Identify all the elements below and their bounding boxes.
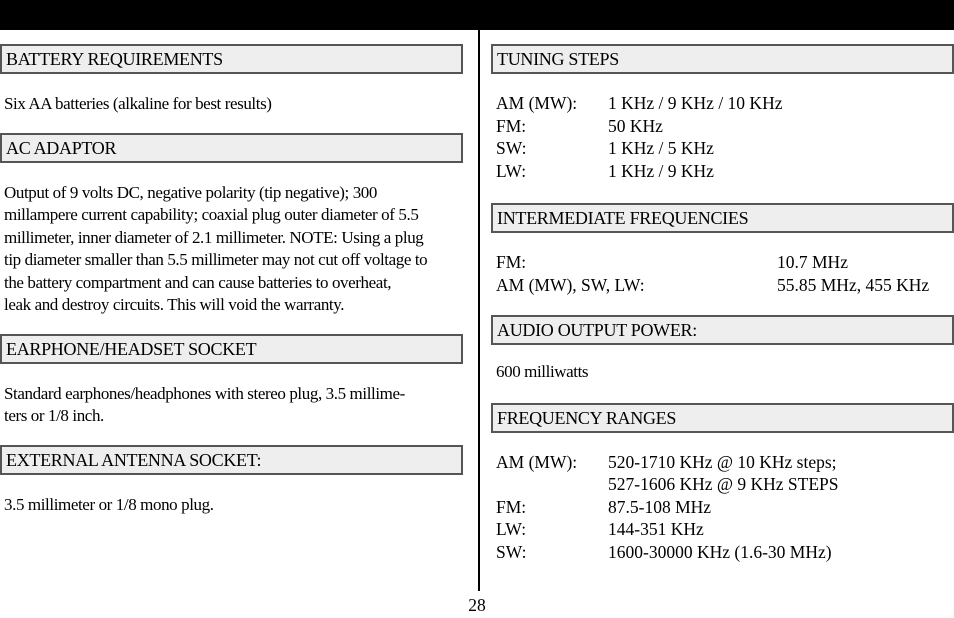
- band-label: AM (MW), SW, LW:: [496, 274, 645, 295]
- table-row: [496, 541, 838, 564]
- table-row: [496, 518, 838, 541]
- band-label: FM:: [496, 115, 527, 136]
- band-value: 144-351 KHz: [608, 519, 704, 539]
- earphone-line: ters or 1/8 inch.: [4, 406, 104, 425]
- ac-line: leak and destroy circuits. This will void the warranty.: [4, 295, 345, 314]
- band-value: 1 KHz / 9 KHz: [608, 160, 714, 181]
- band-label: LW:: [496, 519, 527, 539]
- table-row: [496, 451, 838, 474]
- band-label: AM (MW):: [496, 451, 578, 472]
- earphone-text: [0, 383, 463, 428]
- band-label: [496, 473, 608, 496]
- if-section: [491, 203, 954, 296]
- band-value: 520-1710 KHz @ 10 KHz steps;: [608, 451, 837, 472]
- audio-text: 600 milliwatts: [496, 362, 589, 381]
- table-row: [496, 251, 929, 274]
- ac-line: tip diameter smaller than 5.5 millimeter may not cut off voltage to: [4, 250, 428, 269]
- band-value: 55.85 MHz, 455 KHz: [777, 274, 930, 295]
- battery-heading: BATTERY REQUIREMENTS: [0, 44, 463, 74]
- band-value: 1 KHz / 9 KHz / 10 KHz: [608, 93, 783, 113]
- tuning-section: [491, 44, 954, 182]
- antenna-text: 3.5 millimeter or 1/8 mono plug.: [4, 494, 214, 514]
- band-value: 527-1606 KHz @ 9 KHz STEPS: [608, 474, 839, 494]
- ac-line: Output of 9 volts DC, negative polarity (tip negative); 300: [4, 182, 377, 202]
- audio-heading: AUDIO OUTPUT POWER:: [491, 315, 954, 345]
- tuning-table: [496, 92, 782, 182]
- band-value: 1 KHz / 5 KHz: [608, 138, 714, 158]
- if-table: [496, 251, 929, 296]
- ac-heading: AC ADAPTOR: [0, 133, 463, 163]
- antenna-section: [0, 445, 463, 517]
- battery-section: [0, 44, 463, 116]
- table-row: [496, 496, 838, 519]
- band-label: AM (MW):: [496, 93, 578, 113]
- antenna-heading: EXTERNAL ANTENNA SOCKET:: [0, 445, 463, 475]
- band-label: LW:: [496, 160, 527, 181]
- column-divider: [478, 30, 480, 591]
- band-value: 1600-30000 KHz (1.6-30 MHz): [608, 541, 832, 562]
- freq-heading: FREQUENCY RANGES: [491, 403, 954, 433]
- band-value: 50 KHz: [608, 115, 663, 136]
- ac-line: millampere current capability; coaxial plug outer diameter of 5.5: [4, 205, 419, 224]
- page-number: 28: [468, 595, 486, 615]
- band-label: SW:: [496, 138, 527, 158]
- table-row: [496, 274, 929, 297]
- table-row: [496, 137, 782, 160]
- right-column: [491, 44, 954, 563]
- band-label: SW:: [496, 541, 527, 562]
- table-row: [496, 92, 782, 115]
- earphone-line: Standard earphones/headphones with stereo plug, 3.5 millime-: [4, 383, 405, 403]
- band-label: FM:: [496, 496, 527, 517]
- table-row: [496, 473, 838, 496]
- tuning-heading: TUNING STEPS: [491, 44, 954, 74]
- earphone-section: [0, 334, 463, 428]
- band-label: FM:: [496, 252, 527, 272]
- band-value: 87.5-108 MHz: [608, 496, 712, 517]
- table-row: [496, 160, 782, 183]
- if-heading: INTERMEDIATE FREQUENCIES: [491, 203, 954, 233]
- freq-section: [491, 403, 954, 564]
- freq-table: [496, 451, 838, 564]
- top-black-bar: [0, 0, 954, 30]
- audio-section: [491, 315, 954, 384]
- battery-text: Six AA batteries (alkaline for best results): [4, 94, 272, 113]
- left-column: [0, 44, 463, 516]
- ac-line: the battery compartment and can cause batteries to overheat,: [4, 272, 392, 292]
- ac-line: millimeter, inner diameter of 2.1 millimeter. NOTE: Using a plug: [4, 227, 424, 247]
- band-value: 10.7 MHz: [777, 252, 848, 272]
- ac-section: [0, 133, 463, 317]
- ac-text: [0, 182, 463, 317]
- earphone-heading: EARPHONE/HEADSET SOCKET: [0, 334, 463, 364]
- table-row: [496, 115, 782, 138]
